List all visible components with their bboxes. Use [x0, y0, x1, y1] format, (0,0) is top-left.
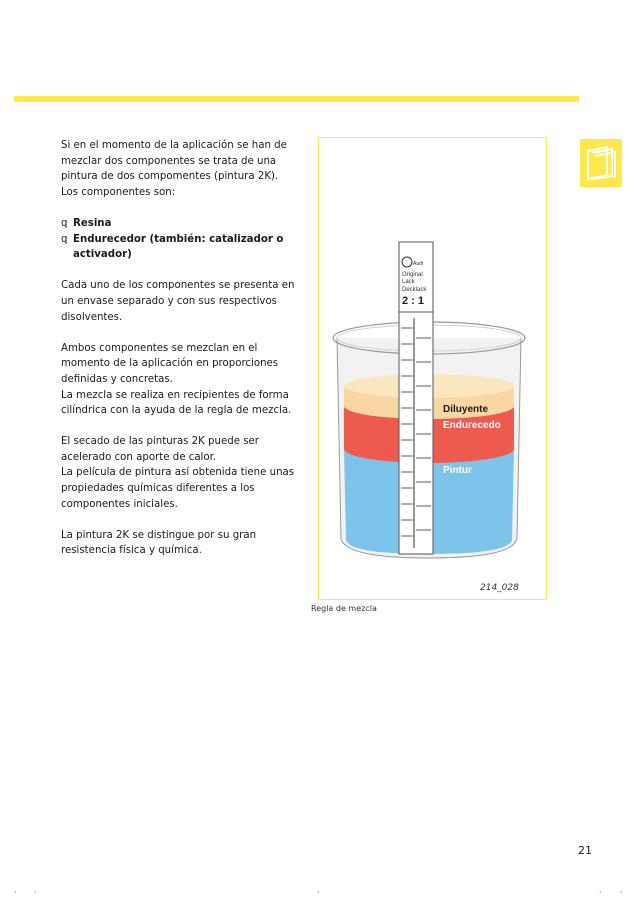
paragraph-drying: El secado de las pinturas 2K puede ser acelerado con aporte de calor. — [61, 436, 259, 463]
crop-mark: · — [34, 888, 37, 897]
header-accent-bar — [14, 96, 579, 102]
ruler-line1: Original — [402, 272, 423, 278]
paint-label: Pintur — [443, 465, 472, 476]
ruler-line2: Lack — [402, 279, 415, 285]
paragraph-packaging: Cada uno de los componentes se presenta en un envase separado y con sus respectivos disolventes. — [61, 280, 295, 323]
paragraph-resistance: La pintura 2K se distingue por su gran resistencia física y química. — [61, 529, 257, 557]
list-item-label: Endurecedor (también: catalizador o activador) — [73, 233, 284, 261]
body-text — [61, 138, 301, 575]
ruler-ratio: 2 : 1 — [402, 295, 425, 307]
list-bullet: q — [61, 217, 68, 229]
page-number: 21 — [578, 844, 592, 857]
list-item — [61, 216, 301, 232]
crop-mark: · — [599, 888, 602, 897]
paragraph-components-lead: Los componentes son: — [61, 186, 176, 198]
ruler-line3: Decklack — [402, 287, 427, 293]
thinner-label: Diluyente — [443, 404, 489, 415]
figure-frame — [318, 137, 547, 600]
paragraph-mixing-tool: La mezcla se realiza en recipientes de forma cilíndrica con la ayuda de la regla de mezcla. — [61, 389, 292, 417]
ruler-brand: Audi — [413, 261, 424, 267]
hardener-label: Endurecedo — [443, 420, 501, 431]
crop-mark: · — [14, 888, 17, 897]
components-list — [61, 216, 301, 263]
figure-caption: Regla de mezcla — [311, 604, 377, 613]
list-item-label: Resina — [73, 217, 112, 229]
mixing-beaker-illustration — [319, 138, 548, 601]
book-icon — [580, 139, 622, 187]
crop-mark: · — [317, 888, 320, 897]
paragraph-mixing: Ambos componentes se mezclan en el momento de la aplicación en proporciones definidas y concretas. — [61, 342, 279, 385]
figure-id: 214_028 — [480, 583, 519, 593]
crop-mark: · — [620, 888, 623, 897]
paragraph-intro: Si en el momento de la aplicación se han de mezclar dos componentes se trata de una pintura de dos compomentes (pintura 2K). — [61, 140, 287, 183]
list-item — [61, 232, 301, 263]
paragraph-properties: La película de pintura así obtenida tiene unas propiedades químicas diferentes a los componentes iniciales. — [61, 467, 295, 510]
list-bullet: q — [61, 233, 68, 245]
